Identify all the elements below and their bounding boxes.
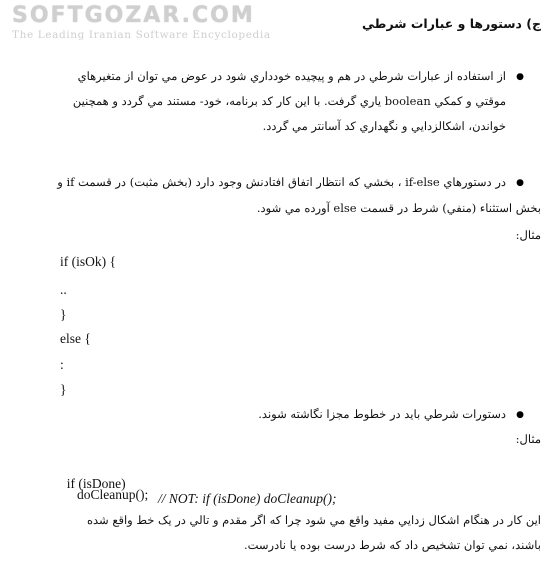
- bullet-icon: ●: [516, 410, 524, 420]
- code-line: doCleanup();: [77, 487, 149, 502]
- code-line: }: [60, 382, 67, 397]
- code-line: else {: [60, 331, 91, 346]
- watermark: [12, 4, 312, 42]
- text-line: از استفاده از عبارات شرطي در هم و پيچيده خودداري شود در عوض مي توان از متغيرهاي: [77, 69, 506, 83]
- code-line: if (isOk) {: [60, 254, 116, 269]
- bullet-paragraph-1: [10, 64, 506, 139]
- text-line: خواندن، اشكالزدايي و نگهداري كد آسانتر مي گردد.: [262, 119, 506, 133]
- code-statement: if (isDone): [66, 476, 126, 491]
- text-line: دستورات شرطي بايد در خطوط مجزا نگاشته شوند.: [258, 407, 506, 421]
- bullet-icon: ●: [516, 72, 524, 82]
- example-label: مثال:: [515, 228, 541, 242]
- watermark-title: SOFTGOZAR.COM: [12, 3, 255, 28]
- text-line: بخش استثناء (منفي) شرط در قسمت else آورده مي شود.: [256, 201, 541, 215]
- text-line: باشند، نمي توان تشخيص داد كه شرط درست بوده يا نادرست.: [243, 538, 541, 552]
- code-comment: // NOT: if (isDone) doCleanup();: [158, 491, 337, 506]
- watermark-subtitle: The Leading Iranian Software Encyclopedia: [12, 29, 271, 41]
- bullet-icon: ●: [516, 178, 524, 188]
- text-line: اين كار در هنگام اشكال زدايي مفيد واقع مي شود چرا كه اگر مقدم و تالي در يک خط واقع شده: [86, 513, 541, 527]
- bullet-paragraph-2-continuation: [10, 196, 541, 221]
- bullet-paragraph-2: [10, 170, 506, 195]
- code-line: :: [60, 357, 64, 372]
- closing-paragraph: [10, 508, 541, 558]
- text-line: در دستورهاي if-else ، بخشي كه انتظار اتفاق افتادنش وجود دارد (بخش مثبت) در قسمت if و: [57, 175, 506, 189]
- section-heading: ج) دستورها و عبارات شرطي: [362, 16, 541, 31]
- example-label: مثال:: [515, 432, 541, 446]
- bullet-paragraph-3: [10, 402, 506, 427]
- text-line: موقتي و كمكي boolean ياري گرفت. با اين كار كد برنامه، خود- مستند مي گردد و همچنين: [72, 94, 506, 108]
- code-line: }: [60, 307, 67, 322]
- code-line: ..: [60, 282, 67, 297]
